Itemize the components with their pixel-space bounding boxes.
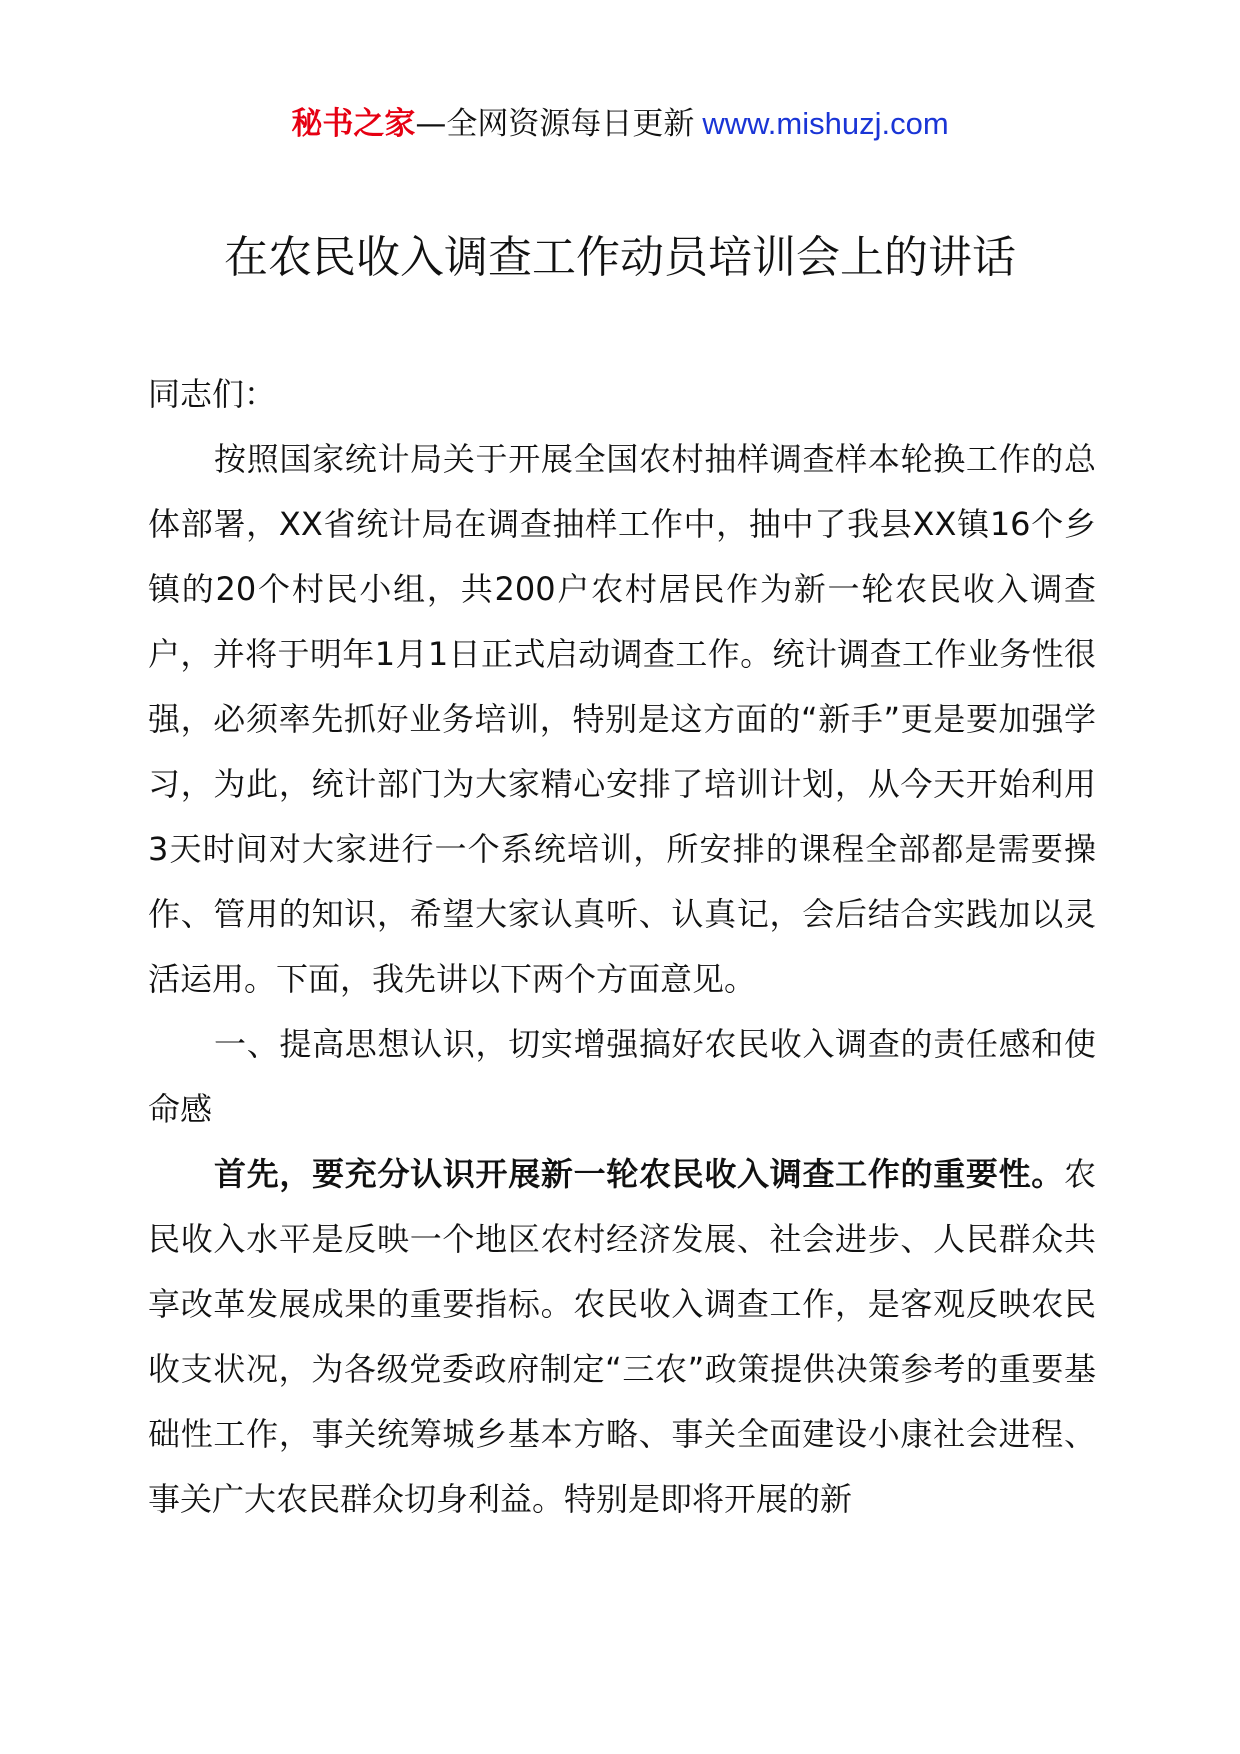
site-header	[0, 102, 1240, 146]
site-tagline: —全网资源每日更新	[415, 106, 695, 142]
section-heading-1: 一、提高思想认识，切实增强搞好农民收入调查的责任感和使命感	[148, 1025, 1096, 1128]
salutation: 同志们：	[148, 375, 277, 413]
subsection-lead: 首先，要充分认识开展新一轮农民收入调查工作的重要性。	[214, 1155, 1064, 1193]
paragraph-importance	[148, 1142, 1096, 1532]
site-brand: 秘书之家	[291, 106, 416, 142]
document-title: 在农民收入调查工作动员培训会上的讲话	[224, 232, 1016, 283]
paragraph-intro: 按照国家统计局关于开展全国农村抽样调查样本轮换工作的总体部署，XX省统计局在调查抽样工作中，抽中了我县XX镇16个乡镇的20个村民小组，共200户农村居民作为新一轮农民收入调查户，并将于明年1月1日正式启动调查工作。统计调查工作业务性很强，必须率先抓好业务培训，特别是这方面的“新手”更是要加强学习，为此，统计部门为大家精心安排了培训计划，从今天开始利用3天时间对大家进行一个系统培训，所安排的课程全部都是需要操作、管用的知识，希望大家认真听、认真记，会后结合实践加以灵活运用。下面，我先讲以下两个方面意见。	[148, 440, 1096, 998]
site-url[interactable]: www.mishuzj.com	[702, 106, 949, 141]
document-body	[148, 362, 1096, 1532]
paragraph-importance-text: 农民收入水平是反映一个地区农村经济发展、社会进步、人民群众共享改革发展成果的重要指标。农民收入调查工作，是客观反映农民收支状况，为各级党委政府制定“三农”政策提供决策参考的重要基础性工作，事关统筹城乡基本方略、事关全面建设小康社会进程、事关广大农民群众切身利益。特别是即将开展的新	[148, 1155, 1096, 1518]
